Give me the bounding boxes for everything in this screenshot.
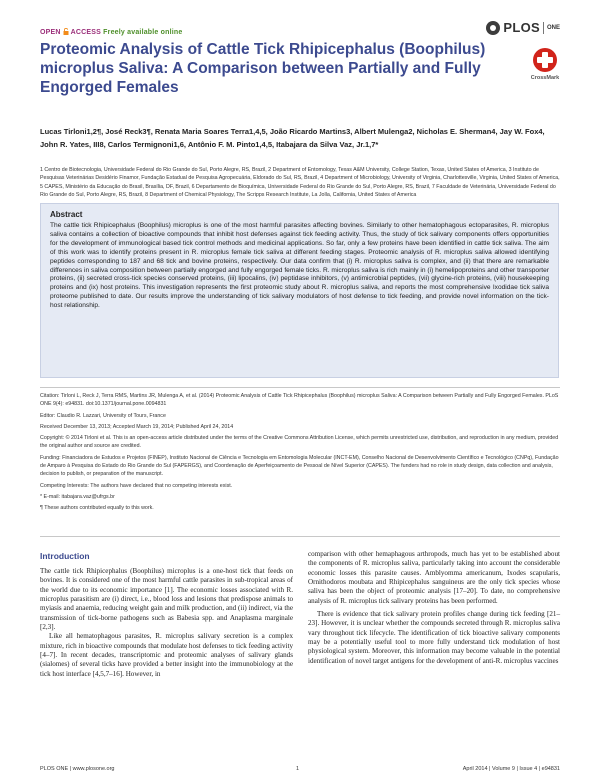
open-label: OPEN — [40, 29, 61, 36]
paragraph: The cattle tick Rhipicephalus (Boophilus) microplus is a one-host tick that feeds on bovines. It is considered one of the most harmful cattle parasites in sub-tropical areas of the world due to its economic importance [1]. The economic losses associated with R. microplus parasitism are (i) direct, i.e., blood loss and lesions that predispose animals to myiasis and anaemia, reducing weight gain and milk production, and (ii) indirect, via the transmission of tick-borne pathogens such as Babesia spp. and Anaplasma marginale [2,3]. — [40, 567, 293, 632]
footer-journal: PLOS ONE | www.plosone.org — [40, 766, 115, 772]
body-column-left — [40, 567, 293, 679]
plos-logo-icon — [486, 21, 500, 35]
paragraph: There is evidence that tick salivary protein profiles change during tick feeding [21–23]. However, it is unclear whether the compounds secreted through R. microplus saliva vary throughout tick lifecycle. The identification of tick bioactive salivary components may be a potentially useful tool to more fully understand tick modulation of host physiological system. Moreover, this information may become valuable in the potential identification of novel target antigens for the development of anti-R. microplus vaccines — [308, 610, 560, 665]
divider — [40, 387, 560, 388]
affiliations: 1 Centro de Biotecnologia, Universidade Federal do Rio Grande do Sul, Porto Alegre, RS, Brazil, 2 Department of Entomology, Texas A&M University, College Station, Texas, United States of America, 3 Instituto de Pesquisas Veterinárias Desidério Finamor, Fundação Estadual de Pesquisa Agropecuária, Eldorado do Sul, RS, Brazil, 4 Department of Microbiology, University of Virginia, Charlottesville, Virginia, United States of America, 5 CAPES, Ministério da Educação do Brasil, Brasília, DF, Brazil, 6 Departamento de Bioquímica, Universidade Federal do Rio Grande do Sul, Porto Alegre, RS, Brazil, 7 Faculdade de Veterinária, Universidade Federal do Rio Grande do Sul, Porto Alegre, RS, Brazil, 8 Department of Chemical Physiology, The Scripps Research Institute, La Jolla, California, United States of America — [40, 167, 560, 199]
competing-interests: Competing Interests: The authors have declared that no competing interests exist. — [40, 482, 233, 489]
plos-wordmark: PLOS — [503, 20, 540, 35]
article-title: Proteomic Analysis of Cattle Tick Rhipicephalus (Boophilus) microplus Saliva: A Comparison between Partially and Fully Engorged Females — [40, 41, 486, 96]
dates: Received December 13, 2013; Accepted March 19, 2014; Published April 24, 2014 — [40, 423, 234, 430]
divider — [40, 536, 560, 537]
abstract-heading: Abstract — [50, 210, 83, 219]
body-column-right — [308, 550, 560, 666]
open-access-lock-icon — [63, 28, 69, 35]
abstract-box — [40, 203, 559, 378]
page-number: 1 — [296, 766, 300, 772]
article-metadata — [40, 392, 560, 516]
crossmark-badge[interactable] — [530, 48, 560, 92]
corresponding-email[interactable]: * E-mail: itabajara.vaz@ufrgs.br — [40, 493, 115, 500]
funding: Funding: Financiadora de Estudos e Projetos (FINEP), Instituto Nacional de Ciência e Tecnologia em Entomologia Molecular (INCT-EM), Conselho Nacional de Desenvolvimento Científico e Tecnológico (CNPq), Fundação de Amparo à Pesquisa do Estado do Rio Grande do Sul (FAPERGS), and Coordenação de Aperfeiçoamento de Pessoal de Nível Superior (CAPES). The funders had no role in study design, data collection and analysis, decision to publish, or preparation of the manuscript. — [40, 454, 559, 478]
crossmark-icon[interactable] — [533, 48, 557, 72]
footer-issue: April 2014 | Volume 9 | Issue 4 | e94831 — [462, 766, 560, 772]
open-access-badge — [40, 28, 182, 36]
plos-one-logo — [486, 20, 560, 35]
citation: Citation: Tirloni L, Reck J, Terra RMS, Martins JR, Mulenga A, et al. (2014) Proteomic Analysis of Cattle Tick Rhipicephalus (Boophilus) microplus Saliva: A Comparison between Partially and Fully Engorged Females. PLoS ONE 9(4): e94831. doi:10.1371/journal.pone.0094831 — [40, 393, 559, 408]
access-label: ACCESS — [70, 29, 102, 36]
editor: Editor: Claudio R. Lazzari, University of Tours, France — [40, 412, 166, 419]
copyright: Copyright: © 2014 Tirloni et al. This is an open-access article distributed under the terms of the Creative Commons Attribution License, which permits unrestricted use, distribution, and reproduction in any medium, provided the original author and source are credited. — [40, 435, 559, 450]
journal-header — [40, 11, 560, 41]
logo-divider — [543, 22, 544, 34]
abstract-text: The cattle tick Rhipicephalus (Boophilus) microplus is one of the most harmful parasites affecting bovines. Similarly to other hematophagous ectoparasites, R. microplus saliva contains a collection of bioactive compounds that inhibit host defenses against tick feeding activity. Thus, the study of tick salivary components offers opportunities for the development of immunological based tick control methods and medicinal applications. So far, only a few proteins have been identified in cattle tick saliva. The aim of this work was to identify proteins present in R. microplus female tick saliva at different feeding stages. Proteomic analysis of R. microplus saliva allowed identifying peptides corresponding to 187 and 68 tick and bovine proteins, respectively. Our data confirm that (i) R. microplus saliva is complex, and (ii) that there are remarkable differences in saliva composition between partially engorged and fully engorged female ticks. R. microplus saliva is rich mainly in (i) hemelipoproteins and other transporter proteins, (ii) secreted cross-tick species conserved proteins, (iii) lipocalins, (iv) peptidase inhibitors, (v) antimicrobial peptides, (vii) glycine-rich proteins, (viii) housekeeping proteins and (ix) host proteins. This investigation represents the first proteomic study about R. microplus saliva, and reports the most comprehensive Ixodidae tick saliva proteome published to date. Our results improve the understanding of tick salivary modulators of host defense to tick feeding, and provide novel information on the tick-host relationship. — [50, 222, 549, 310]
equal-contribution-note: ¶ These authors contributed equally to this work. — [40, 505, 154, 512]
freely-available-label: Freely available online — [103, 29, 183, 36]
author-list: Lucas Tirloni1,2¶, José Reck3¶, Renata Maria Soares Terra1,4,5, João Ricardo Martins3, Albert Mulenga2, Nicholas E. Sherman4, Jay W. Fox4, John R. Yates, III8, Carlos Termignoni1,6, Antônio F. M. Pinto1,4,5, Itabajara da Silva Vaz, Jr.1,7* — [40, 127, 545, 149]
one-wordmark: ONE — [546, 24, 560, 31]
crossmark-label: CrossMark — [530, 75, 560, 81]
paragraph: Like all hematophagous parasites, R. microplus salivary secretion is a complex mixture, rich in bioactive compounds that modulate host defenses to tick feeding activity [4–7]. In recent decades, transcriptomic and proteomic analyses of salivary glands (sialomes) of several ticks have provided a better insight into the immunobiology at the tick host interface [4,5,7–16]. However, in — [40, 632, 293, 678]
paragraph: comparison with other hemaphagous arthropods, much has yet to be established about the components of R. microplus saliva, particularly taking into account the considerable economic losses this parasite causes. Amblyomma americanum, Ixodes scapularis, Ornithodoros moubata and Rhipicephalus sanguineus are the only tick species whose saliva has been the object of proteomic analysis [17–20]. To date, no comprehensive analysis of R. microplus tick salivary proteins has been performed. — [308, 550, 560, 605]
introduction-heading: Introduction — [40, 551, 90, 561]
page-footer — [40, 766, 560, 774]
